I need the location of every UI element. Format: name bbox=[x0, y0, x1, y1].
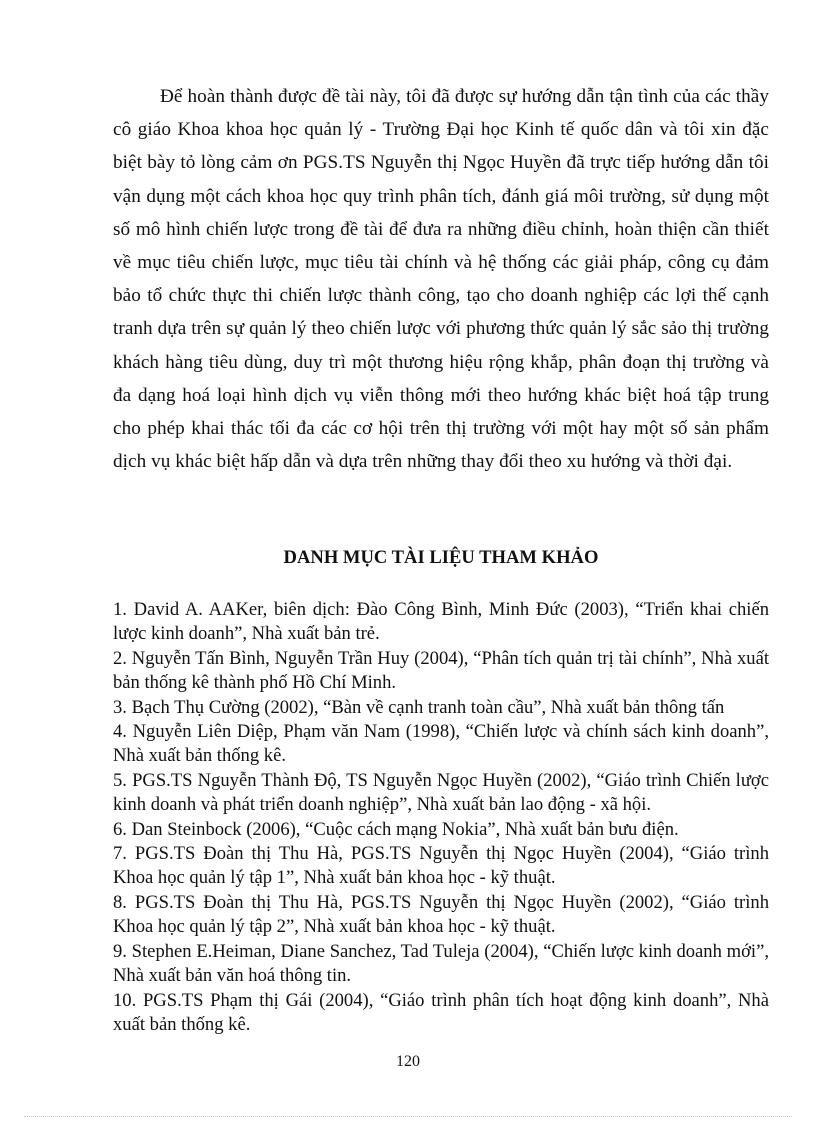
reference-item: 7. PGS.TS Đoàn thị Thu Hà, PGS.TS Nguyễn thị Ngọc Huyền (2004), “Giáo trình Khoa học quản lý tập 1”, Nhà xuất bản khoa học - kỹ thuật. bbox=[113, 843, 769, 889]
reference-item: 4. Nguyễn Liên Diệp, Phạm văn Nam (1998), “Chiến lược và chính sách kinh doanh”, Nhà xuất bản thống kê. bbox=[113, 721, 769, 767]
reference-list bbox=[113, 598, 769, 1037]
reference-item: 1. David A. AAKer, biên dịch: Đào Công Bình, Minh Đức (2003), “Triển khai chiến lược kinh doanh”, Nhà xuất bản trẻ. bbox=[113, 599, 769, 645]
references-heading: DANH MỤC TÀI LIỆU THAM KHẢO bbox=[283, 547, 599, 568]
reference-item: 2. Nguyễn Tấn Bình, Nguyễn Trần Huy (2004), “Phân tích quản trị tài chính”, Nhà xuất bản thống kê thành phố Hồ Chí Minh. bbox=[113, 647, 769, 694]
reference-item: 3. Bạch Thụ Cường (2002), “Bàn về cạnh tranh toàn cầu”, Nhà xuất bản thông tấn bbox=[113, 696, 725, 718]
reference-item: 5. PGS.TS Nguyễn Thành Độ, TS Nguyễn Ngọc Huyền (2002), “Giáo trình Chiến lược kinh doanh và phát triển doanh nghiệp”, Nhà xuất bản lao động - xã hội. bbox=[113, 769, 769, 816]
footer-divider bbox=[24, 1116, 792, 1117]
reference-item: 9. Stephen E.Heiman, Diane Sanchez, Tad Tuleja (2004), “Chiến lược kinh doanh mới”, Nhà xuất bản văn hoá thông tin. bbox=[113, 940, 769, 987]
reference-item: 10. PGS.TS Phạm thị Gái (2004), “Giáo trình phân tích hoạt động kinh doanh”, Nhà xuất bản thống kê. bbox=[113, 989, 769, 1035]
page-number: 120 bbox=[396, 1053, 420, 1070]
reference-item: 8. PGS.TS Đoàn thị Thu Hà, PGS.TS Nguyễn thị Ngọc Huyền (2002), “Giáo trình Khoa học quản lý tập 2”, Nhà xuất bản khoa học - kỹ thuật. bbox=[113, 891, 769, 938]
intro-paragraph: Để hoàn thành được đề tài này, tôi đã được sự hướng dẫn tận tình của các thầy cô giáo Khoa khoa học quản lý - Trường Đại học Kinh tế quốc dân và tôi xin đặc biệt bày tỏ lòng cảm ơn PGS.TS Nguyễn thị Ngọc Huyền đã trực tiếp hướng dẫn tôi vận dụng một cách khoa học quy trình phân tích, đánh giá môi trường, sử dụng một số mô hình chiến lược trong đề tài để đưa ra những điều chỉnh, hoàn thiện cần thiết về mục tiêu chiến lược, mục tiêu tài chính và hệ thống các giải pháp, công cụ đảm bảo tổ chức thực thi chiến lược thành công, tạo cho doanh nghiệp các lợi thế cạnh tranh dựa trên sự quản lý theo chiến lược với phương thức quản lý sắc sảo thị trường khách hàng tiêu dùng, duy trì một thương hiệu rộng khắp, phân đoạn thị trường và đa dạng hoá loại hình dịch vụ viễn thông mới theo hướng khác biệt hoá tập trung cho phép khai thác tối đa các cơ hội trên thị trường với một hay một số sản phẩm dịch vụ khác biệt hấp dẫn và dựa trên những thay đổi theo xu hướng và thời đại. bbox=[113, 86, 769, 473]
reference-item: 6. Dan Steinbock (2006), “Cuộc cách mạng Nokia”, Nhà xuất bản bưu điện. bbox=[113, 818, 679, 840]
